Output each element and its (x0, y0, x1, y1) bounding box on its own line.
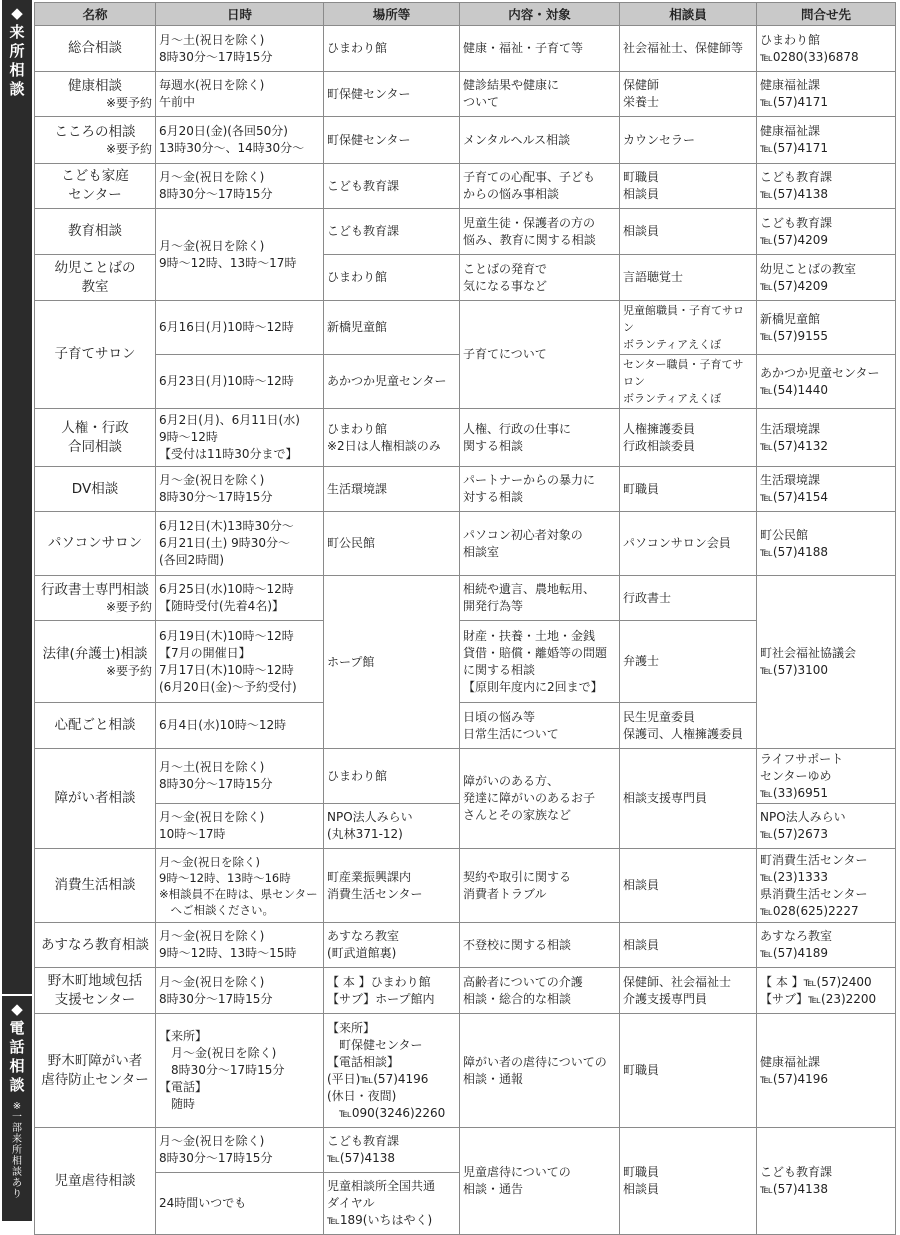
table-row (35, 26, 896, 72)
row-staff: 相談員 (620, 209, 757, 255)
row-place: こども教育課 (324, 164, 460, 209)
row-datetime: 月～金(祝日を除く) 9時～12時、13時～15時 (156, 923, 324, 968)
row-name: こころの相談 (54, 124, 136, 140)
table-row (35, 117, 896, 164)
table-row (35, 849, 896, 923)
header-name: 名称 (35, 3, 156, 26)
table-row (35, 512, 896, 576)
table-row (35, 968, 896, 1014)
header-place: 場所等 (324, 3, 460, 26)
row-contact: 生活環境課 ℡(57)4132 (757, 409, 896, 467)
row-datetime: 6月4日(水)10時～12時 (156, 703, 324, 749)
table-row (35, 164, 896, 209)
table-row (35, 1128, 896, 1173)
row-content: 不登校に関する相談 (460, 923, 620, 968)
row-datetime: 月～金(祝日を除く) 10時～17時 (156, 804, 324, 849)
row-contact: 町社会福祉協議会 ℡(57)3100 (757, 576, 896, 749)
row-content: 子育てについて (460, 301, 620, 409)
row-contact: 新橋児童館 ℡(57)9155 (757, 301, 896, 355)
row-datetime: 毎週水(祝日を除く) 午前中 (156, 72, 324, 117)
table-row (35, 1014, 896, 1128)
row-name: 法律(弁護士)相談 (42, 645, 148, 662)
row-contact: 幼児ことばの教室 ℡(57)4209 (757, 255, 896, 301)
row-contact: ひまわり館 ℡0280(33)6878 (757, 26, 896, 72)
row-place: NPO法人みらい (丸林371-12) (324, 804, 460, 849)
table-row (35, 301, 896, 355)
table-row (35, 467, 896, 512)
row-staff: 相談支援専門員 (620, 749, 757, 849)
row-name: あすなろ教育相談 (35, 923, 156, 968)
header-content: 内容・対象 (460, 3, 620, 26)
phone-consultation-sidebar (2, 996, 32, 1221)
row-name: DV相談 (35, 467, 156, 512)
row-place: ひまわり館 (324, 255, 460, 301)
row-name: 野木町障がい者 虐待防止センター (35, 1014, 156, 1128)
row-datetime: 【来所】 月～金(祝日を除く) 8時30分～17時15分 【電話】 随時 (156, 1014, 324, 1128)
row-contact: 生活環境課 ℡(57)4154 (757, 467, 896, 512)
table-row (35, 209, 896, 255)
row-content: パソコン初心者対象の 相談室 (460, 512, 620, 576)
row-datetime: 月～金(祝日を除く) 8時30分～17時15分 (156, 164, 324, 209)
row-content: 財産・扶養・土地・金銭 貸借・賠償・離婚等の問題 に関する相談 【原則年度内に2回まで】 (460, 621, 620, 703)
row-name: 健康相談 (68, 78, 122, 94)
row-contact: 【 本 】℡(57)2400 【サブ】℡(23)2200 (757, 968, 896, 1014)
row-staff: カウンセラー (620, 117, 757, 164)
row-place: ホープ館 (324, 576, 460, 749)
row-place: 【 本 】ひまわり館 【サブ】ホープ館内 (324, 968, 460, 1014)
row-contact: 町公民館 ℡(57)4188 (757, 512, 896, 576)
header-staff: 相談員 (620, 3, 757, 26)
row-contact: NPO法人みらい ℡(57)2673 (757, 804, 896, 849)
phone-consultation-label: 電話相談 (9, 1019, 25, 1094)
reservation-note: ※要予約 (105, 600, 152, 614)
row-place: 町公民館 (324, 512, 460, 576)
row-name: 子育てサロン (35, 301, 156, 409)
row-name-cell (35, 576, 156, 621)
row-content: 子育ての心配事、子ども からの悩み事相談 (460, 164, 620, 209)
row-contact: あかつか児童センター ℡(54)1440 (757, 355, 896, 409)
row-place: こども教育課 ℡(57)4138 (324, 1128, 460, 1173)
row-name: 障がい者相談 (35, 749, 156, 849)
row-place: ひまわり館 (324, 749, 460, 804)
row-content: 高齢者についての介護 相談・総合的な相談 (460, 968, 620, 1014)
row-content: 障がいのある方、 発達に障がいのあるお子 さんとその家族など (460, 749, 620, 849)
row-datetime: 6月12日(木)13時30分～ 6月21日(土) 9時30分～ (各回2時間) (156, 512, 324, 576)
row-content: 契約や取引に関する 消費者トラブル (460, 849, 620, 923)
diamond-icon: ◆ (11, 1000, 23, 1018)
row-place: あかつか児童センター (324, 355, 460, 409)
header-datetime: 日時 (156, 3, 324, 26)
row-staff: 相談員 (620, 923, 757, 968)
row-contact: 健康福祉課 ℡(57)4171 (757, 72, 896, 117)
table-row (35, 409, 896, 467)
row-place: ひまわり館 (324, 26, 460, 72)
row-contact: 健康福祉課 ℡(57)4196 (757, 1014, 896, 1128)
row-name: 教育相談 (35, 209, 156, 255)
table-row (35, 923, 896, 968)
row-content: 人権、行政の仕事に 関する相談 (460, 409, 620, 467)
row-name: 人権・行政 合同相談 (35, 409, 156, 467)
row-staff: 弁護士 (620, 621, 757, 703)
reservation-note: ※要予約 (105, 142, 152, 156)
row-content: 日頃の悩み等 日常生活について (460, 703, 620, 749)
row-datetime: 6月2日(月)、6月11日(水) 9時～12時 【受付は11時30分まで】 (156, 409, 324, 467)
row-datetime: 6月23日(月)10時～12時 (156, 355, 324, 409)
row-place: 新橋児童館 (324, 301, 460, 355)
diamond-icon: ◆ (11, 4, 23, 22)
consultation-table (34, 2, 896, 1235)
row-staff: 人権擁護委員 行政相談委員 (620, 409, 757, 467)
row-staff: 保健師 栄養士 (620, 72, 757, 117)
row-contact: あすなろ教室 ℡(57)4189 (757, 923, 896, 968)
row-place: 町保健センター (324, 72, 460, 117)
row-staff: 民生児童委員 保護司、人権擁護委員 (620, 703, 757, 749)
reservation-note: ※要予約 (105, 96, 152, 110)
row-staff: 町職員 相談員 (620, 1128, 757, 1235)
row-datetime: 月～金(祝日を除く) 8時30分～17時15分 (156, 968, 324, 1014)
row-datetime: 月～土(祝日を除く) 8時30分～17時15分 (156, 749, 324, 804)
row-place: あすなろ教室 (町武道館裏) (324, 923, 460, 968)
row-contact: こども教育課 ℡(57)4138 (757, 1128, 896, 1235)
row-datetime: 6月19日(木)10時～12時 【7月の開催日】 7月17日(木)10時～12時 (6月20日(金)～予約受付) (156, 621, 324, 703)
reservation-note: ※要予約 (105, 663, 152, 678)
row-staff: 保健師、社会福祉士 介護支援専門員 (620, 968, 757, 1014)
row-name: こども家庭 センター (35, 164, 156, 209)
row-name: 児童虐待相談 (35, 1128, 156, 1235)
row-staff: センター職員・子育てサロン ボランティアえくぼ (620, 355, 757, 409)
table-row (35, 72, 896, 117)
visit-consultation-label: 来所相談 (9, 23, 25, 98)
row-datetime: 6月16日(月)10時～12時 (156, 301, 324, 355)
row-datetime: 月～金(祝日を除く) 8時30分～17時15分 (156, 1128, 324, 1173)
row-place: 生活環境課 (324, 467, 460, 512)
row-staff: 町職員 (620, 1014, 757, 1128)
table-row (35, 749, 896, 804)
row-content: 障がい者の虐待についての 相談・通報 (460, 1014, 620, 1128)
visit-consultation-sidebar (2, 0, 32, 994)
row-contact: こども教育課 ℡(57)4209 (757, 209, 896, 255)
row-name-cell (35, 621, 156, 703)
row-content: 健康・福祉・子育て等 (460, 26, 620, 72)
row-staff: 社会福祉士、保健師等 (620, 26, 757, 72)
row-content: 児童虐待についての 相談・通告 (460, 1128, 620, 1235)
row-staff: 町職員 (620, 467, 757, 512)
row-name: 消費生活相談 (35, 849, 156, 923)
row-staff: 相談員 (620, 849, 757, 923)
row-contact: こども教育課 ℡(57)4138 (757, 164, 896, 209)
row-content: 健診結果や健康に ついて (460, 72, 620, 117)
row-place: 町保健センター (324, 117, 460, 164)
row-datetime: 6月20日(金)(各回50分) 13時30分～、14時30分～ (156, 117, 324, 164)
row-place: こども教育課 (324, 209, 460, 255)
row-place: 【来所】 町保健センター 【電話相談】 (平日)℡(57)4196 (休日・夜間) ℡090(3246)2260 (324, 1014, 460, 1128)
row-name: 心配ごと相談 (35, 703, 156, 749)
row-datetime: 月～土(祝日を除く) 8時30分～17時15分 (156, 26, 324, 72)
row-name: 総合相談 (35, 26, 156, 72)
row-contact: ライフサポート センターゆめ ℡(33)6951 (757, 749, 896, 804)
row-place: ひまわり館 ※2日は人権相談のみ (324, 409, 460, 467)
row-staff: 児童館職員・子育てサロン ボランティアえくぼ (620, 301, 757, 355)
table-row (35, 576, 896, 621)
row-staff: 行政書士 (620, 576, 757, 621)
row-name: 幼児ことばの 教室 (35, 255, 156, 301)
row-staff: 町職員 相談員 (620, 164, 757, 209)
row-name: 行政書士専門相談 (41, 582, 149, 598)
row-content: メンタルヘルス相談 (460, 117, 620, 164)
row-content: 児童生徒・保護者の方の 悩み、教育に関する相談 (460, 209, 620, 255)
row-staff: 言語聴覚士 (620, 255, 757, 301)
row-datetime: 6月25日(水)10時～12時 【随時受付(先着4名)】 (156, 576, 324, 621)
row-contact: 健康福祉課 ℡(57)4171 (757, 117, 896, 164)
row-datetime: 月～金(祝日を除く) 8時30分～17時15分 (156, 467, 324, 512)
row-name-cell (35, 72, 156, 117)
row-place: 町産業振興課内 消費生活センター (324, 849, 460, 923)
phone-consultation-note: ※一部来所相談あり (12, 1101, 22, 1200)
row-datetime: 月～金(祝日を除く) 9時～12時、13時～16時 ※相談員不在時は、県センター へご相談ください。 (156, 849, 324, 923)
row-datetime: 24時間いつでも (156, 1173, 324, 1235)
header-contact: 問合せ先 (757, 3, 896, 26)
row-contact: 町消費生活センター ℡(23)1333 県消費生活センター ℡028(625)2227 (757, 849, 896, 923)
row-staff: パソコンサロン会員 (620, 512, 757, 576)
row-content: 相続や遺言、農地転用、 開発行為等 (460, 576, 620, 621)
row-place: 児童相談所全国共通 ダイヤル ℡189(いちはやく) (324, 1173, 460, 1235)
row-name: 野木町地域包括 支援センター (35, 968, 156, 1014)
row-content: パートナーからの暴力に 対する相談 (460, 467, 620, 512)
row-name: パソコンサロン (35, 512, 156, 576)
table-header-row (35, 3, 896, 26)
row-name-cell (35, 117, 156, 164)
row-content: ことばの発育で 気になる事など (460, 255, 620, 301)
row-datetime: 月～金(祝日を除く) 9時～12時、13時～17時 (156, 209, 324, 301)
